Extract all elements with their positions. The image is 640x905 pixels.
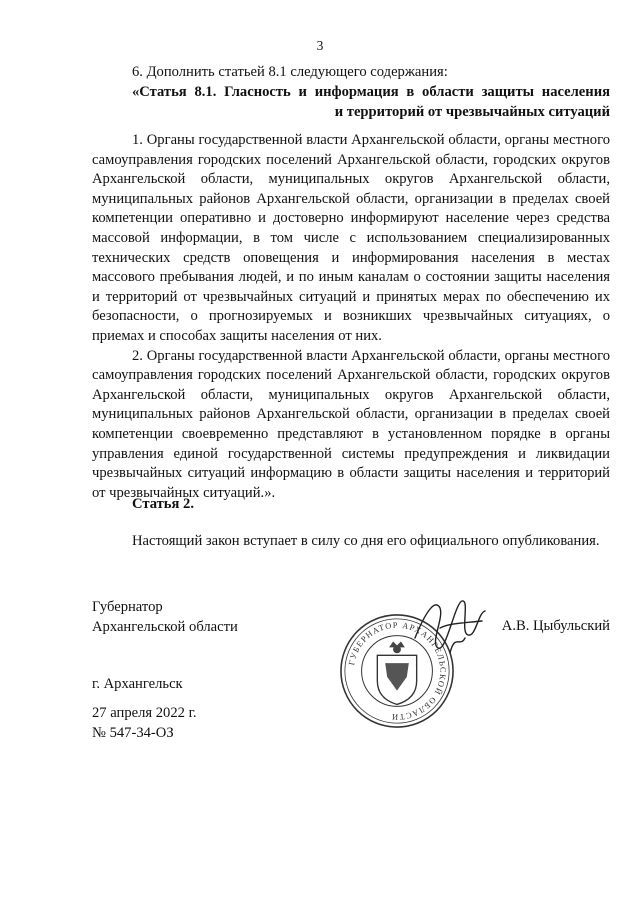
signatory-name: А.В. Цыбульский <box>501 618 610 634</box>
city: г. Архангельск <box>92 676 183 692</box>
paragraph-2: 2. Органы государственной власти Архангельской области, органы местного самоуправления городских поселений Архангельской области, городских округов Архангельской области, муниципальных округов Архангельской области, муниципальных районов Архангельской области, организации в пределах своей компетенции своевременно представляют в установленном порядке в органы управления единой государственной системы предупреждения и ликвидации чрезвычайных ситуаций информацию в области защиты населения и территорий от чрезвычайных ситуаций.». <box>92 347 610 501</box>
position-line-1: Губернатор <box>92 599 163 615</box>
article-body <box>92 131 610 503</box>
article-2-title: Статья 2. <box>132 496 194 512</box>
heading-line-1: «Статья 8.1. Гласность и информация в области защиты населения <box>132 84 610 100</box>
law-date: 27 апреля 2022 г. <box>92 705 197 721</box>
intro-text: 6. Дополнить статьей 8.1 следующего содержания: <box>132 64 448 80</box>
article-2-text: Настоящий закон вступает в силу со дня его официального опубликования. <box>132 533 600 549</box>
seal-text: ГУБЕРНАТОР АРХАНГЕЛЬСКОЙ ОБЛАСТИ <box>347 620 448 722</box>
signatory-position <box>92 598 238 637</box>
article-2-body <box>92 532 610 552</box>
article-heading <box>92 83 610 122</box>
handwritten-signature <box>410 593 490 663</box>
date-block <box>92 704 197 743</box>
position-line-2: Архангельской области <box>92 618 238 635</box>
page-number: 3 <box>316 38 324 53</box>
paragraph-1: 1. Органы государственной власти Архангельской области, органы местного самоуправления городских поселений Архангельской области, городских округов Архангельской области, муниципальных округов Архангельской области, муниципальных районов Архангельской области, организации в пределах своей компетенции оперативно и достоверно информируют население через средства массовой информации, в том числе с использованием специализированных технических средств оповещения и информирования населения в местах массового пребывания людей, и по иным каналам о состоянии защиты населения и территорий от чрезвычайных ситуаций и принятых мерах по обеспечению их безопасности, о прогнозируемых и возникших чрезвычайных ситуациях, о приемах и способах защиты населения от них. <box>92 132 610 344</box>
law-number: № 547-34-ОЗ <box>92 724 174 741</box>
heading-line-2: и территорий от чрезвычайных ситуаций <box>334 103 610 120</box>
